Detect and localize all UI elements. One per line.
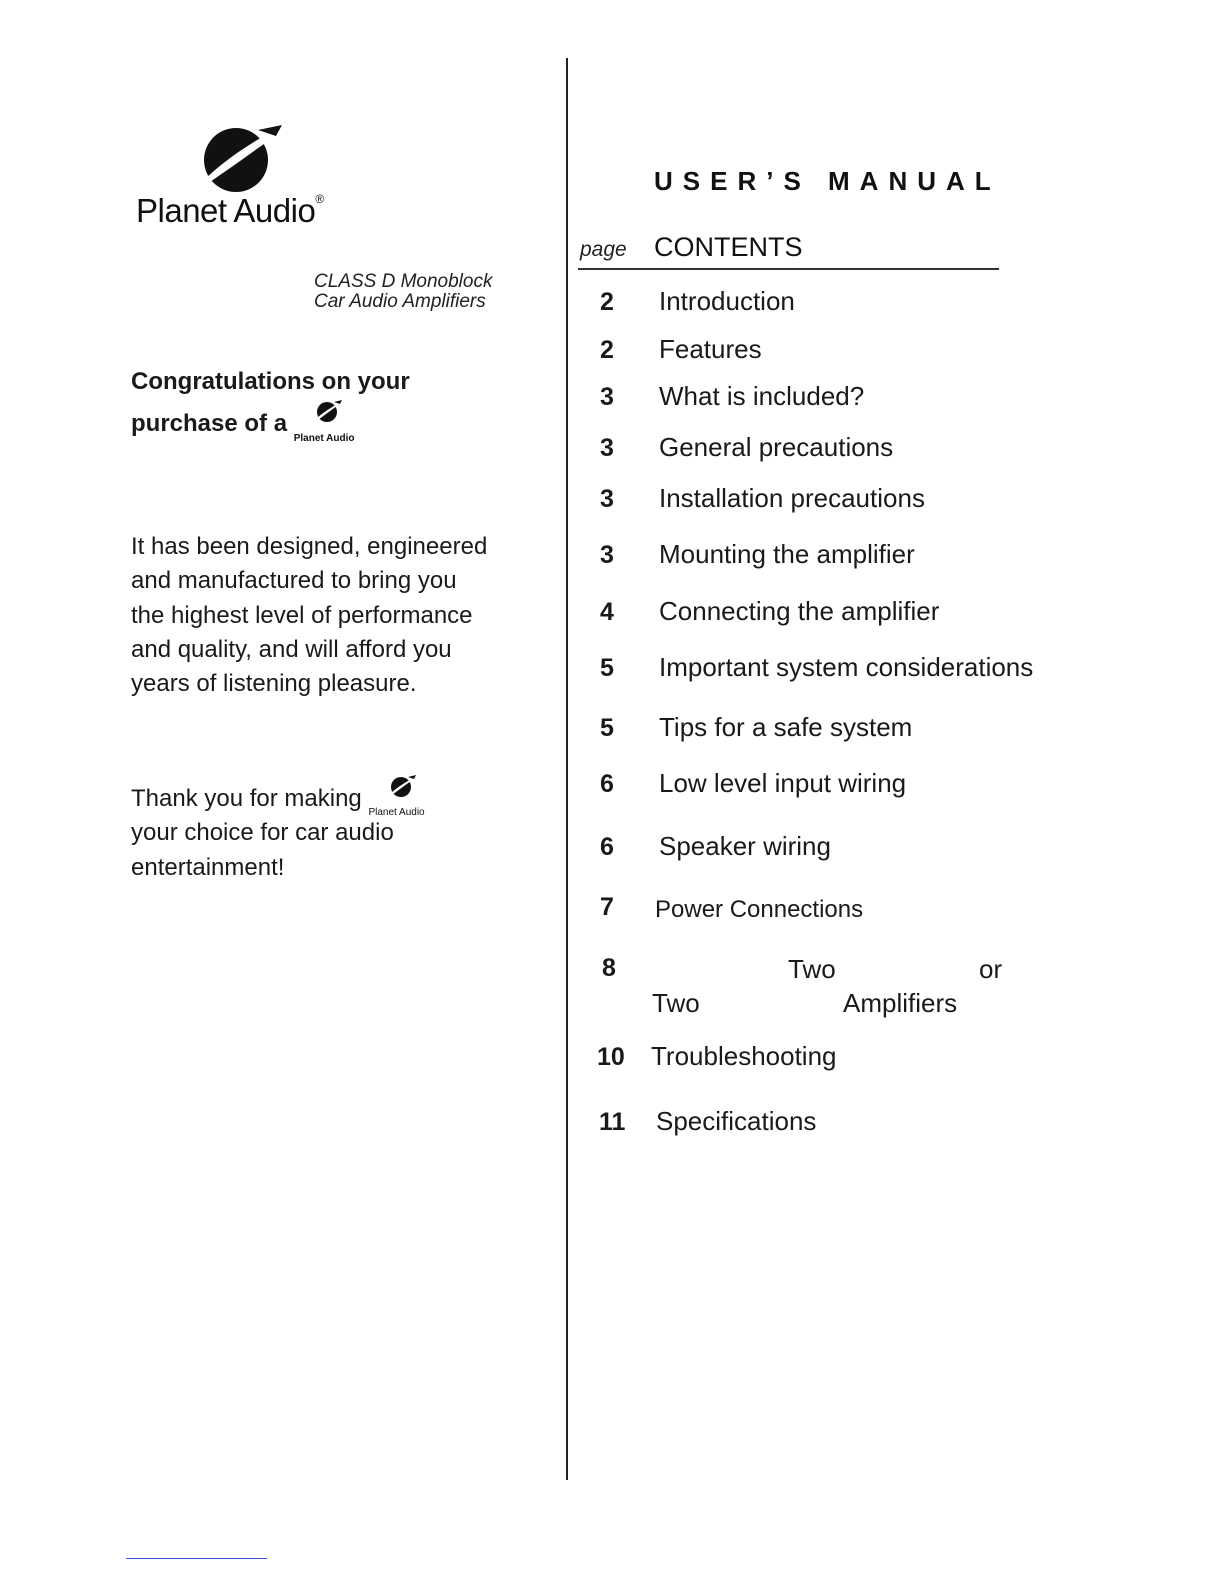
toc-page: 3 bbox=[600, 541, 614, 569]
planet-icon bbox=[196, 120, 356, 195]
toc-title: Important system considerations bbox=[659, 652, 1034, 682]
thanks-line-3: entertainment! bbox=[131, 853, 285, 881]
page-column-label: page bbox=[580, 238, 627, 261]
planet-icon bbox=[314, 399, 344, 423]
toc-page: 3 bbox=[600, 434, 614, 462]
toc-title: Mounting the amplifier bbox=[659, 539, 915, 569]
toc-page: 4 bbox=[600, 598, 614, 626]
mini-brand-wordmark: Planet Audio bbox=[368, 807, 425, 818]
toc-title: Troubleshooting bbox=[651, 1041, 837, 1071]
footer-link-underline[interactable] bbox=[126, 1558, 267, 1559]
product-subtitle bbox=[314, 272, 492, 312]
para-line: and quality, and will afford you bbox=[131, 635, 452, 663]
thanks-paragraph bbox=[131, 774, 551, 885]
toc-page: 11 bbox=[599, 1108, 626, 1136]
congrats-heading bbox=[131, 364, 410, 444]
brand-logo bbox=[136, 120, 352, 230]
brand-wordmark: Planet Audio bbox=[136, 192, 316, 229]
toc-title: Tips for a safe system bbox=[659, 712, 913, 742]
congrats-line-2: purchase of a bbox=[131, 410, 288, 437]
para-line: the highest level of performance bbox=[131, 601, 473, 629]
mini-brand-logo bbox=[368, 774, 438, 818]
contents-rule bbox=[578, 268, 999, 270]
toc-page: 10 bbox=[597, 1043, 625, 1071]
toc-page: 8 bbox=[602, 954, 616, 982]
subtitle-line-1: CLASS D Monoblock bbox=[314, 271, 493, 292]
toc-page: 3 bbox=[600, 383, 614, 411]
contents-heading: CONTENTS bbox=[654, 232, 803, 262]
toc-page: 6 bbox=[600, 833, 614, 861]
para-line: It has been designed, engineered bbox=[131, 533, 488, 560]
column-divider bbox=[566, 58, 568, 1480]
mini-brand-logo bbox=[293, 399, 364, 444]
toc-page: 6 bbox=[600, 770, 614, 798]
congrats-line-1: Congratulations on your bbox=[131, 368, 410, 395]
para-line: years of listening pleasure. bbox=[131, 670, 417, 698]
thanks-line-1: Thank you for making bbox=[131, 785, 362, 812]
toc-page: 5 bbox=[600, 714, 614, 742]
manual-title: USER’S MANUAL bbox=[654, 166, 1001, 196]
toc-fragment: or bbox=[979, 954, 1003, 984]
toc-page: 2 bbox=[600, 336, 614, 364]
toc-page: 3 bbox=[600, 485, 614, 513]
toc-title: Installation precautions bbox=[659, 483, 925, 513]
planet-icon bbox=[388, 774, 418, 798]
registered-mark: ® bbox=[315, 192, 324, 206]
toc-fragment: Two bbox=[788, 954, 836, 984]
para-line: and manufactured to bring you bbox=[131, 567, 457, 595]
toc-title: Low level input wiring bbox=[659, 768, 907, 798]
subtitle-line-2: Car Audio Amplifiers bbox=[314, 291, 486, 312]
toc-page: 7 bbox=[600, 893, 614, 921]
toc-title: Introduction bbox=[659, 286, 795, 316]
toc-fragment: Two bbox=[652, 988, 700, 1018]
toc-title: Power Connections bbox=[655, 896, 864, 923]
intro-paragraph bbox=[131, 530, 551, 701]
toc-title: Speaker wiring bbox=[659, 831, 831, 861]
toc-title: General precautions bbox=[659, 432, 894, 462]
toc-title: Specifications bbox=[656, 1106, 817, 1136]
toc-page: 5 bbox=[600, 654, 614, 682]
toc-fragment: Amplifiers bbox=[843, 988, 958, 1018]
toc-title: Connecting the amplifier bbox=[659, 596, 940, 626]
mini-brand-wordmark: Planet Audio bbox=[293, 433, 355, 444]
toc-title: What is included? bbox=[659, 381, 865, 411]
thanks-line-2: your choice for car audio bbox=[131, 819, 394, 847]
toc-page: 2 bbox=[600, 288, 614, 316]
toc-title: Features bbox=[659, 334, 762, 364]
